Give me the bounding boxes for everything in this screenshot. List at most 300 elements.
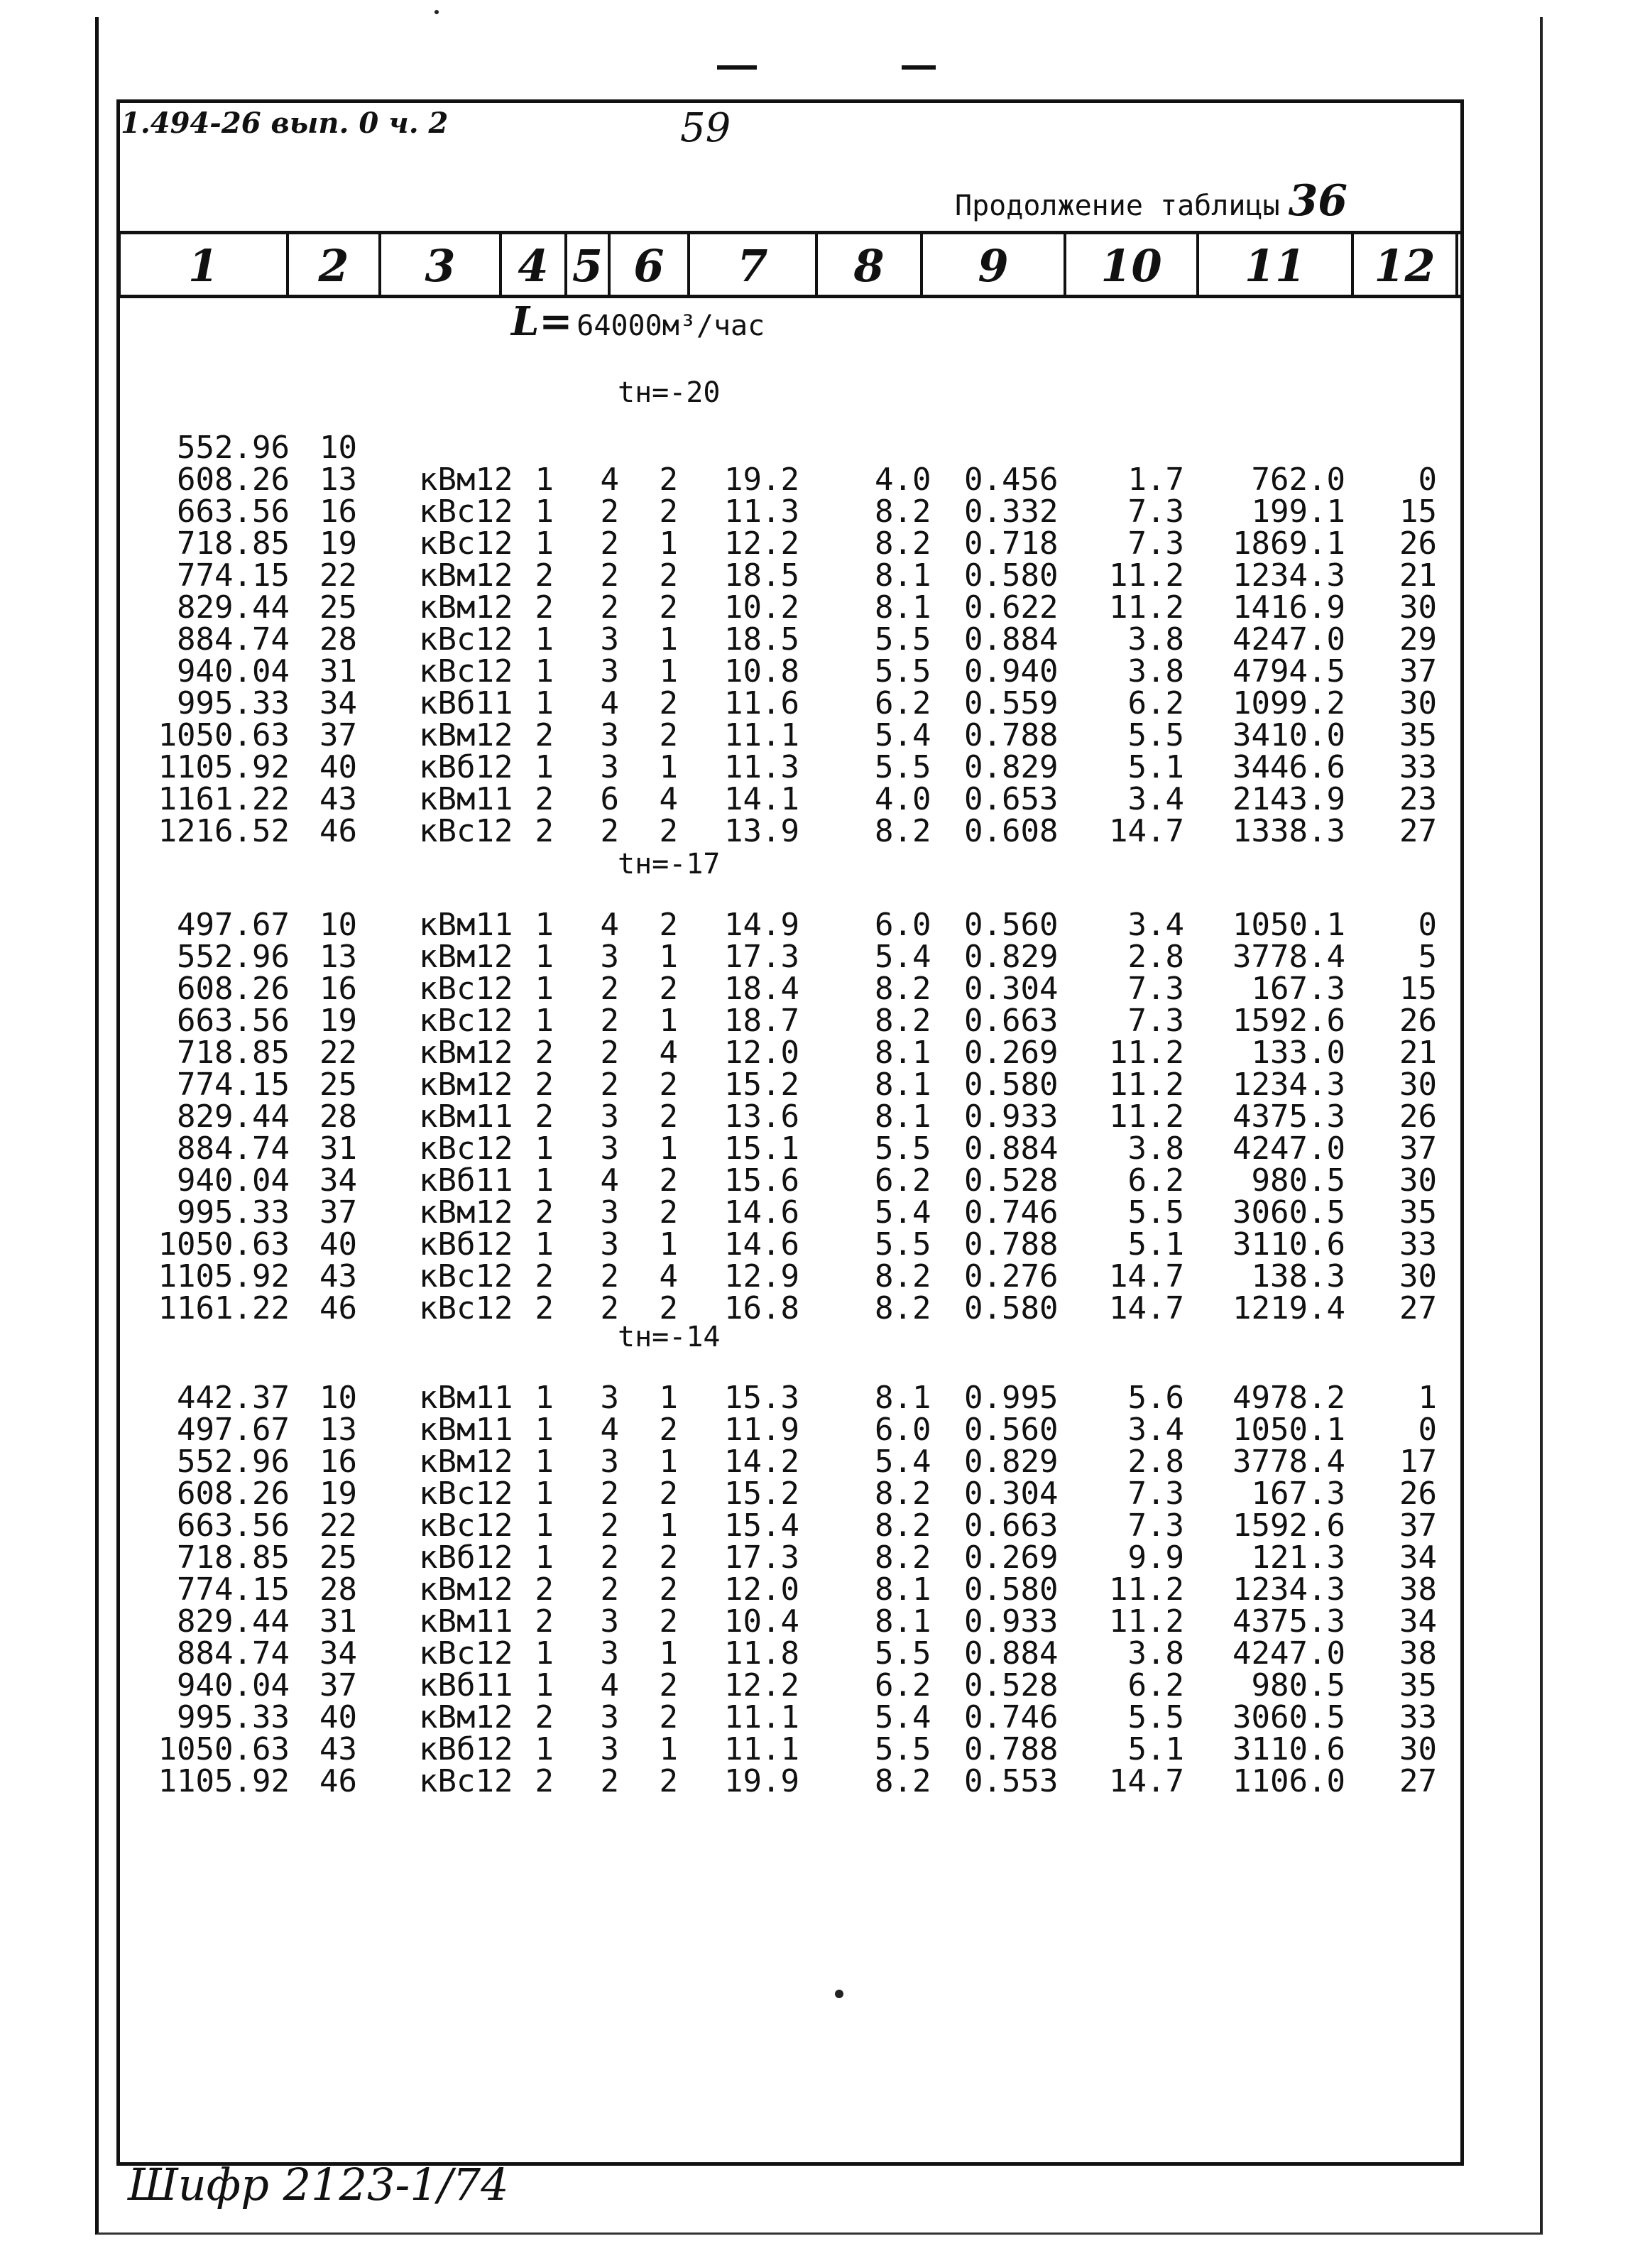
cell-col12: 0 (1418, 462, 1437, 498)
cell-col2: 28 (319, 621, 357, 658)
cell-col5: 3 (600, 1731, 619, 1767)
cell-col9: 0.553 (964, 1763, 1059, 1799)
cell-col5: 3 (600, 1226, 619, 1263)
cell-col5: 2 (600, 1571, 619, 1608)
cell-col11: 199.1 (1251, 494, 1345, 530)
scan-speck (835, 1990, 843, 1998)
cell-col4: 1 (535, 1003, 554, 1039)
cell-col4: 1 (535, 1539, 554, 1576)
cell-interval: 608.26 (177, 462, 290, 498)
section-title: tн=-17 (618, 848, 721, 881)
cell-interval: 940.04 (177, 653, 290, 689)
table-row (0, 1571, 1640, 1608)
cell-col4: 1 (535, 1412, 554, 1448)
cell-col11: 3110.6 (1232, 1226, 1345, 1263)
cell-col7: 16.8 (724, 1290, 799, 1326)
cell-col6: 2 (659, 1667, 678, 1703)
cell-interval: 442.37 (177, 1380, 290, 1416)
cell-col7: 12.9 (724, 1258, 799, 1294)
cell-heater: кВм12 (419, 1444, 513, 1480)
cell-heater: кВб12 (419, 1539, 513, 1576)
cell-col7: 14.2 (724, 1444, 799, 1480)
cell-col4: 1 (535, 1130, 554, 1167)
cell-col6: 1 (659, 1130, 678, 1167)
table-row (0, 751, 1640, 783)
table-row (0, 1005, 1640, 1037)
cell-col4: 1 (535, 462, 554, 498)
cell-interval: 552.96 (177, 430, 290, 466)
cell-col12: 37 (1399, 1130, 1437, 1167)
cell-col11: 1234.3 (1232, 557, 1345, 594)
column-number: 1 (187, 240, 219, 292)
column-number: 5 (572, 240, 603, 292)
cell-col10: 6.2 (1127, 1162, 1184, 1199)
cell-col11: 4247.0 (1232, 1130, 1345, 1167)
cell-col6: 2 (659, 1763, 678, 1799)
cell-col6: 2 (659, 1603, 678, 1640)
cell-col12: 5 (1418, 939, 1437, 975)
cell-interval: 884.74 (177, 1130, 290, 1167)
table-row (0, 909, 1640, 941)
cell-heater: кВб11 (419, 1162, 513, 1199)
cell-heater: кВм11 (419, 781, 513, 817)
table-row (0, 1701, 1640, 1733)
cell-col12: 26 (1399, 1476, 1437, 1512)
cell-col10: 6.2 (1127, 685, 1184, 721)
cell-col10: 5.5 (1127, 1194, 1184, 1231)
cell-col12: 37 (1399, 653, 1437, 689)
cell-col9: 0.829 (964, 749, 1059, 785)
cell-col4: 1 (535, 1667, 554, 1703)
cell-interval: 774.15 (177, 557, 290, 594)
cell-col5: 6 (600, 781, 619, 817)
cell-heater: кВс12 (419, 494, 513, 530)
cell-col6: 2 (659, 1067, 678, 1103)
cell-col4: 1 (535, 525, 554, 562)
cell-col4: 2 (535, 589, 554, 626)
column-number: 10 (1100, 240, 1162, 292)
cell-heater: кВс12 (419, 1508, 513, 1544)
cell-col11: 4247.0 (1232, 621, 1345, 658)
cell-col7: 11.8 (724, 1635, 799, 1672)
cell-col5: 2 (600, 1258, 619, 1294)
table-row (0, 1037, 1640, 1069)
cell-col8: 8.2 (875, 525, 931, 562)
cell-col9: 0.995 (964, 1380, 1059, 1416)
cell-col7: 12.2 (724, 525, 799, 562)
cell-col10: 7.3 (1127, 1003, 1184, 1039)
cell-col5: 3 (600, 749, 619, 785)
cell-col8: 8.2 (875, 1003, 931, 1039)
cell-col4: 1 (535, 939, 554, 975)
cell-col9: 0.580 (964, 1067, 1059, 1103)
table-row (0, 1446, 1640, 1478)
cell-col6: 1 (659, 1444, 678, 1480)
cell-col6: 2 (659, 813, 678, 849)
cell-col5: 2 (600, 1003, 619, 1039)
cell-col12: 23 (1399, 781, 1437, 817)
cell-interval: 1105.92 (158, 749, 290, 785)
cell-col12: 30 (1399, 685, 1437, 721)
cell-heater: кВб11 (419, 1667, 513, 1703)
table-row (0, 655, 1640, 687)
cell-col9: 0.884 (964, 1130, 1059, 1167)
cell-heater: кВс12 (419, 621, 513, 658)
cell-col6: 2 (659, 1539, 678, 1576)
cell-col4: 1 (535, 1508, 554, 1544)
cell-col9: 0.933 (964, 1098, 1059, 1135)
cell-col10: 7.3 (1127, 1476, 1184, 1512)
cell-heater: кВм11 (419, 1380, 513, 1416)
cell-col11: 1234.3 (1232, 1067, 1345, 1103)
cell-col10: 14.7 (1109, 1290, 1184, 1326)
cell-col11: 4794.5 (1232, 653, 1345, 689)
cell-col2: 13 (319, 462, 357, 498)
cell-col10: 1.7 (1127, 462, 1184, 498)
cell-col8: 4.0 (875, 781, 931, 817)
cell-col11: 3060.5 (1232, 1194, 1345, 1231)
cell-col10: 5.1 (1127, 1226, 1184, 1263)
cell-heater: кВм12 (419, 1699, 513, 1735)
cell-heater: кВс12 (419, 1635, 513, 1672)
cell-col4: 1 (535, 1476, 554, 1512)
cell-col2: 10 (319, 1380, 357, 1416)
cell-interval: 1105.92 (158, 1258, 290, 1294)
table-row (0, 1260, 1640, 1292)
cell-col5: 3 (600, 653, 619, 689)
cell-col7: 11.1 (724, 717, 799, 753)
cell-col6: 1 (659, 1003, 678, 1039)
cell-col8: 8.2 (875, 1539, 931, 1576)
cell-col8: 8.1 (875, 1380, 931, 1416)
cell-col2: 40 (319, 1226, 357, 1263)
cell-col2: 31 (319, 1130, 357, 1167)
cell-heater: кВм12 (419, 1067, 513, 1103)
cell-interval: 608.26 (177, 1476, 290, 1512)
table-row (0, 1539, 1640, 1576)
cell-col4: 2 (535, 813, 554, 849)
table-row (0, 1226, 1640, 1263)
cell-col12: 30 (1399, 1067, 1437, 1103)
cell-col11: 3410.0 (1232, 717, 1345, 753)
cell-col8: 8.2 (875, 1290, 931, 1326)
cell-col2: 16 (319, 494, 357, 530)
cell-col11: 980.5 (1251, 1667, 1345, 1703)
cell-col8: 6.0 (875, 1412, 931, 1448)
cell-col7: 15.2 (724, 1476, 799, 1512)
cell-col6: 2 (659, 685, 678, 721)
cell-col2: 22 (319, 557, 357, 594)
cell-col7: 12.0 (724, 1571, 799, 1608)
cell-heater: кВм11 (419, 1603, 513, 1640)
cell-col11: 167.3 (1251, 971, 1345, 1007)
cell-heater: кВс12 (419, 971, 513, 1007)
cell-interval: 497.67 (177, 1412, 290, 1448)
cell-col12: 26 (1399, 525, 1437, 562)
table-number: 36 (1288, 176, 1348, 226)
cell-interval: 995.33 (177, 1699, 290, 1735)
cell-heater: кВс12 (419, 653, 513, 689)
cell-col10: 5.5 (1127, 717, 1184, 753)
cell-col6: 1 (659, 621, 678, 658)
cell-col8: 5.5 (875, 1130, 931, 1167)
cell-col12: 27 (1399, 1290, 1437, 1326)
table-row (0, 621, 1640, 658)
cell-col5: 2 (600, 557, 619, 594)
cell-interval: 774.15 (177, 1571, 290, 1608)
cell-col7: 17.3 (724, 939, 799, 975)
cell-heater: кВм11 (419, 907, 513, 943)
cell-col4: 2 (535, 1603, 554, 1640)
cell-col8: 5.4 (875, 1444, 931, 1480)
cell-col5: 2 (600, 1476, 619, 1512)
cell-interval: 1105.92 (158, 1763, 290, 1799)
table-row (0, 557, 1640, 594)
cell-col5: 2 (600, 1508, 619, 1544)
cell-heater: кВс12 (419, 1476, 513, 1512)
cell-col9: 0.332 (964, 494, 1059, 530)
cell-col11: 762.0 (1251, 462, 1345, 498)
cell-col8: 5.5 (875, 749, 931, 785)
cell-col2: 46 (319, 813, 357, 849)
cell-col7: 15.2 (724, 1067, 799, 1103)
cell-col11: 3446.6 (1232, 749, 1345, 785)
cell-interval: 995.33 (177, 685, 290, 721)
cell-col11: 4247.0 (1232, 1635, 1345, 1672)
cell-col4: 1 (535, 621, 554, 658)
cell-col11: 3778.4 (1232, 939, 1345, 975)
cell-heater: кВм12 (419, 557, 513, 594)
cell-col4: 2 (535, 717, 554, 753)
cell-col9: 0.276 (964, 1258, 1059, 1294)
cell-col9: 0.580 (964, 1571, 1059, 1608)
cell-col4: 2 (535, 1258, 554, 1294)
cell-col2: 34 (319, 685, 357, 721)
cell-col12: 33 (1399, 1226, 1437, 1263)
air-flow-label (511, 298, 765, 345)
cell-col5: 4 (600, 685, 619, 721)
cell-col8: 6.0 (875, 907, 931, 943)
cell-col4: 1 (535, 1731, 554, 1767)
cell-col8: 6.2 (875, 685, 931, 721)
cell-col12: 15 (1399, 494, 1437, 530)
cell-col7: 10.8 (724, 653, 799, 689)
cell-col4: 2 (535, 1098, 554, 1135)
cell-col12: 21 (1399, 557, 1437, 594)
cell-col10: 5.1 (1127, 749, 1184, 785)
cell-col9: 0.559 (964, 685, 1059, 721)
cell-col4: 2 (535, 1035, 554, 1071)
cell-col6: 2 (659, 1194, 678, 1231)
table-row (0, 1382, 1640, 1414)
cell-col10: 11.2 (1109, 1067, 1184, 1103)
cell-col6: 2 (659, 717, 678, 753)
cell-col6: 1 (659, 1380, 678, 1416)
cell-col2: 37 (319, 1667, 357, 1703)
cell-col10: 3.8 (1127, 1130, 1184, 1167)
column-number: 11 (1244, 240, 1306, 292)
scan-speck (434, 10, 439, 14)
cell-col8: 5.4 (875, 1194, 931, 1231)
cell-heater: кВм12 (419, 462, 513, 498)
cell-col9: 0.528 (964, 1162, 1059, 1199)
cell-col11: 138.3 (1251, 1258, 1345, 1294)
cell-col8: 8.2 (875, 971, 931, 1007)
cell-interval: 1050.63 (158, 1731, 290, 1767)
cell-col10: 14.7 (1109, 1763, 1184, 1799)
cell-interval: 608.26 (177, 971, 290, 1007)
cell-col7: 11.3 (724, 749, 799, 785)
column-number: 7 (737, 240, 768, 292)
cell-col2: 43 (319, 781, 357, 817)
cell-col10: 5.1 (1127, 1731, 1184, 1767)
cell-col11: 1869.1 (1232, 525, 1345, 562)
cell-col11: 4375.3 (1232, 1098, 1345, 1135)
cell-col12: 30 (1399, 1258, 1437, 1294)
cell-col6: 2 (659, 971, 678, 1007)
cell-col5: 2 (600, 813, 619, 849)
cell-col10: 11.2 (1109, 1035, 1184, 1071)
cell-interval: 995.33 (177, 1194, 290, 1231)
cell-col7: 17.3 (724, 1539, 799, 1576)
cell-col10: 7.3 (1127, 525, 1184, 562)
cell-col12: 29 (1399, 621, 1437, 658)
cell-col7: 12.2 (724, 1667, 799, 1703)
cell-interval: 718.85 (177, 525, 290, 562)
cell-col6: 2 (659, 557, 678, 594)
cell-col2: 31 (319, 1603, 357, 1640)
cell-col9: 0.653 (964, 781, 1059, 817)
cell-col2: 28 (319, 1098, 357, 1135)
cell-col9: 0.580 (964, 1290, 1059, 1326)
cell-col10: 11.2 (1109, 557, 1184, 594)
table-row (0, 1098, 1640, 1135)
cell-heater: кВс12 (419, 525, 513, 562)
cell-heater: кВс12 (419, 1130, 513, 1167)
cell-col7: 10.4 (724, 1603, 799, 1640)
cell-col7: 11.9 (724, 1412, 799, 1448)
cell-col2: 22 (319, 1035, 357, 1071)
cell-col5: 3 (600, 1635, 619, 1672)
cell-heater: кВм12 (419, 1035, 513, 1071)
cell-col12: 30 (1399, 589, 1437, 626)
table-row (0, 1733, 1640, 1765)
cell-col2: 16 (319, 971, 357, 1007)
cell-col12: 0 (1418, 907, 1437, 943)
table-row (0, 1603, 1640, 1640)
cell-col6: 4 (659, 1258, 678, 1294)
table-row (0, 496, 1640, 528)
document-code: 1.494-26 вып. 0 ч. 2 (121, 107, 449, 140)
cell-col4: 2 (535, 781, 554, 817)
cell-col7: 12.0 (724, 1035, 799, 1071)
cell-col11: 1338.3 (1232, 813, 1345, 849)
cell-col4: 1 (535, 1635, 554, 1672)
cell-col5: 3 (600, 939, 619, 975)
cell-col4: 1 (535, 685, 554, 721)
cell-col2: 25 (319, 1067, 357, 1103)
cell-interval: 497.67 (177, 907, 290, 943)
cell-col9: 0.456 (964, 462, 1059, 498)
cell-col7: 11.1 (724, 1699, 799, 1735)
cell-col2: 43 (319, 1731, 357, 1767)
cell-col5: 3 (600, 1194, 619, 1231)
table-row (0, 1669, 1640, 1701)
cell-col10: 3.8 (1127, 1635, 1184, 1672)
cell-heater: кВм12 (419, 939, 513, 975)
cell-col9: 0.829 (964, 1444, 1059, 1480)
cell-col5: 2 (600, 1290, 619, 1326)
cell-interval: 663.56 (177, 494, 290, 530)
cell-col9: 0.746 (964, 1194, 1059, 1231)
cell-col11: 3778.4 (1232, 1444, 1345, 1480)
cell-col2: 40 (319, 1699, 357, 1735)
cell-col12: 38 (1399, 1571, 1437, 1608)
cell-col7: 19.2 (724, 462, 799, 498)
cell-col6: 1 (659, 749, 678, 785)
cell-col11: 121.3 (1251, 1539, 1345, 1576)
cell-col5: 4 (600, 1667, 619, 1703)
cell-col6: 2 (659, 1290, 678, 1326)
cell-col8: 8.1 (875, 589, 931, 626)
cell-col7: 13.9 (724, 813, 799, 849)
cell-col11: 1592.6 (1232, 1003, 1345, 1039)
cell-col6: 2 (659, 589, 678, 626)
page-number: 59 (680, 105, 731, 151)
cell-col12: 27 (1399, 813, 1437, 849)
cell-col2: 22 (319, 1508, 357, 1544)
column-number: 4 (518, 240, 549, 292)
cell-heater: кВс12 (419, 1290, 513, 1326)
cell-col11: 1050.1 (1232, 1412, 1345, 1448)
cell-interval: 884.74 (177, 621, 290, 658)
header-bottom-rule (116, 295, 1460, 298)
cell-col2: 31 (319, 653, 357, 689)
cell-col8: 8.2 (875, 494, 931, 530)
cell-col11: 1219.4 (1232, 1290, 1345, 1326)
footer-cipher: Шифр 2123-1/74 (128, 2159, 509, 2210)
flow-symbol: L= (511, 298, 573, 345)
cell-heater: кВс12 (419, 1763, 513, 1799)
cell-col8: 5.5 (875, 653, 931, 689)
cell-col10: 11.2 (1109, 1603, 1184, 1640)
cell-interval: 884.74 (177, 1635, 290, 1672)
cell-col6: 1 (659, 525, 678, 562)
cell-col6: 1 (659, 939, 678, 975)
cell-col9: 0.663 (964, 1508, 1059, 1544)
table-row (0, 1414, 1640, 1446)
cell-col5: 2 (600, 971, 619, 1007)
cell-col9: 0.560 (964, 907, 1059, 943)
cell-col6: 2 (659, 494, 678, 530)
cell-col10: 7.3 (1127, 971, 1184, 1007)
cell-col2: 13 (319, 1412, 357, 1448)
cell-col12: 0 (1418, 1412, 1437, 1448)
cell-col8: 8.1 (875, 1067, 931, 1103)
table-row (0, 1510, 1640, 1542)
cell-col9: 0.746 (964, 1699, 1059, 1735)
cell-col6: 2 (659, 1699, 678, 1735)
cell-col11: 980.5 (1251, 1162, 1345, 1199)
cell-col5: 2 (600, 525, 619, 562)
table-row (0, 1069, 1640, 1101)
cell-col4: 1 (535, 494, 554, 530)
cell-col12: 37 (1399, 1508, 1437, 1544)
cell-col10: 7.3 (1127, 1508, 1184, 1544)
cell-col2: 19 (319, 1476, 357, 1512)
cell-heater: кВс12 (419, 813, 513, 849)
cell-interval: 940.04 (177, 1162, 290, 1199)
